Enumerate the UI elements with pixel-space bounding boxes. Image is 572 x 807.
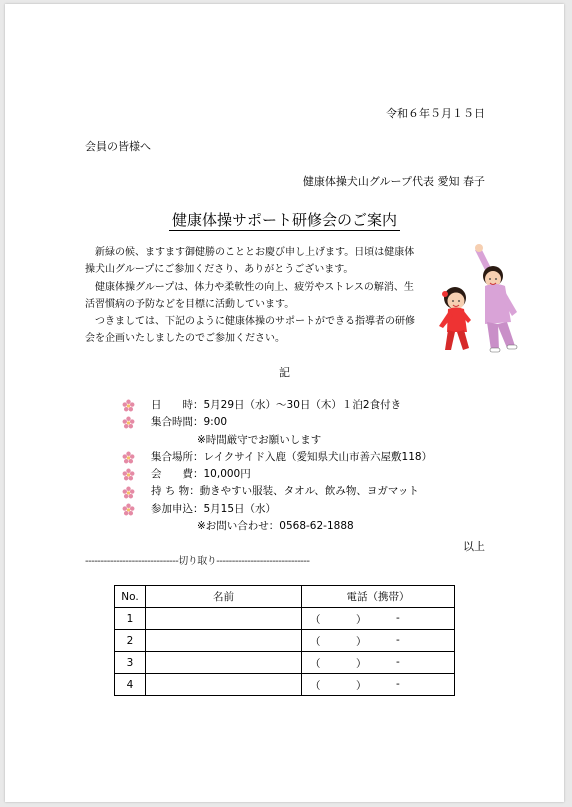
table-row bbox=[115, 630, 455, 652]
flower-bullet-icon bbox=[122, 451, 135, 464]
detail-value: 動きやすい服装、タオル、飲み物、ヨガマット bbox=[199, 485, 419, 498]
name-cell[interactable] bbox=[146, 652, 302, 674]
event-details bbox=[122, 397, 432, 535]
flower-bullet-icon bbox=[122, 486, 135, 499]
row-number: 4 bbox=[115, 674, 146, 696]
column-header-phone: 電話（携帯） bbox=[302, 586, 455, 608]
letter-title bbox=[5, 209, 564, 230]
phone-cell[interactable]: （ ） - bbox=[302, 674, 455, 696]
detail-note: ※お問い合わせ：0568-62-1888 bbox=[197, 520, 354, 533]
flower-bullet-icon bbox=[122, 399, 135, 412]
name-cell[interactable] bbox=[146, 630, 302, 652]
detail-row-fee: 会 費 ： 10,000円 bbox=[122, 466, 432, 483]
name-cell[interactable] bbox=[146, 608, 302, 630]
phone-cell[interactable]: （ ） - bbox=[302, 652, 455, 674]
table-row bbox=[115, 674, 455, 696]
letter-date: 令和６年５月１５日 bbox=[386, 107, 485, 120]
body-paragraph: つきましては、下記のように健康体操のサポートができる指導者の研修会を企画いたしましたのでご参加ください。 bbox=[85, 316, 415, 345]
document-page bbox=[5, 4, 564, 802]
detail-value: 9:00 bbox=[203, 416, 228, 429]
detail-label: 参加申込 bbox=[151, 502, 193, 515]
table-row bbox=[115, 652, 455, 674]
letter-title-text: 健康体操サポート研修会のご案内 bbox=[169, 211, 400, 231]
row-number: 1 bbox=[115, 608, 146, 630]
detail-value: 10,000円 bbox=[203, 468, 251, 481]
flower-bullet-icon bbox=[122, 468, 135, 481]
detail-row-application: 参加申込 ： 5月15日（水） bbox=[122, 501, 432, 518]
row-number: 3 bbox=[115, 652, 146, 674]
cut-line: ------------------------------切り取り------------------------------ bbox=[85, 556, 310, 567]
detail-row-place: 集合場所 ： レイクサイド入鹿（愛知県犬山市善六屋敷118） bbox=[122, 449, 432, 466]
body-paragraph: 新緑の候、ますます御健勝のこととお慶び申し上げます。日頃は健康体操犬山グループにご参加くださり、ありがとうございます。 bbox=[85, 247, 415, 276]
row-number: 2 bbox=[115, 630, 146, 652]
detail-label: 集合場所 bbox=[151, 450, 193, 463]
column-header-name: 名前 bbox=[146, 586, 302, 608]
letter-sender: 健康体操犬山グループ代表 愛知 春子 bbox=[302, 175, 485, 188]
flower-bullet-icon bbox=[122, 503, 135, 516]
child-figure bbox=[439, 287, 471, 350]
detail-label: 集合時間 bbox=[151, 416, 193, 429]
detail-value: 5月29日（水）～30日（木）１泊2食付き bbox=[203, 399, 402, 411]
letter-recipient: 会員の皆様へ bbox=[85, 140, 151, 153]
phone-cell[interactable]: （ ） - bbox=[302, 608, 455, 630]
detail-note: ※時間厳守でお願いします bbox=[197, 433, 322, 446]
table-row bbox=[115, 608, 455, 630]
table-header-row bbox=[115, 586, 455, 608]
body-paragraph: 健康体操グループは、体力や柔軟性の向上、疲労やストレスの解消、生活習慣病の予防などを目標に活動しています。 bbox=[85, 281, 414, 310]
closing-ijo: 以上 bbox=[463, 540, 485, 553]
ki-heading: 記 bbox=[279, 366, 290, 379]
letter-body bbox=[85, 244, 420, 348]
detail-label: 日 時 bbox=[151, 399, 193, 411]
detail-row-meeting-time: 集合時間 ： 9:00 bbox=[122, 414, 432, 431]
detail-row-datetime: 日 時 ： 5月29日（水）～30日（木）１泊2食付き bbox=[122, 397, 432, 414]
detail-value: 5月15日（水） bbox=[203, 502, 277, 515]
detail-value: レイクサイド入鹿（愛知県犬山市善六屋敷118） bbox=[203, 450, 433, 463]
detail-label: 持 ち 物 bbox=[151, 485, 190, 498]
application-form-table bbox=[114, 585, 455, 696]
detail-label: 会 費 bbox=[151, 468, 193, 481]
name-cell[interactable] bbox=[146, 674, 302, 696]
phone-cell[interactable]: （ ） - bbox=[302, 630, 455, 652]
detail-row-belongings: 持 ち 物 ： 動きやすい服装、タオル、飲み物、ヨガマット bbox=[122, 483, 432, 500]
column-header-no: No. bbox=[115, 586, 146, 608]
exercise-illustration bbox=[435, 242, 527, 354]
flower-bullet-icon bbox=[122, 416, 135, 429]
adult-figure bbox=[475, 244, 517, 352]
